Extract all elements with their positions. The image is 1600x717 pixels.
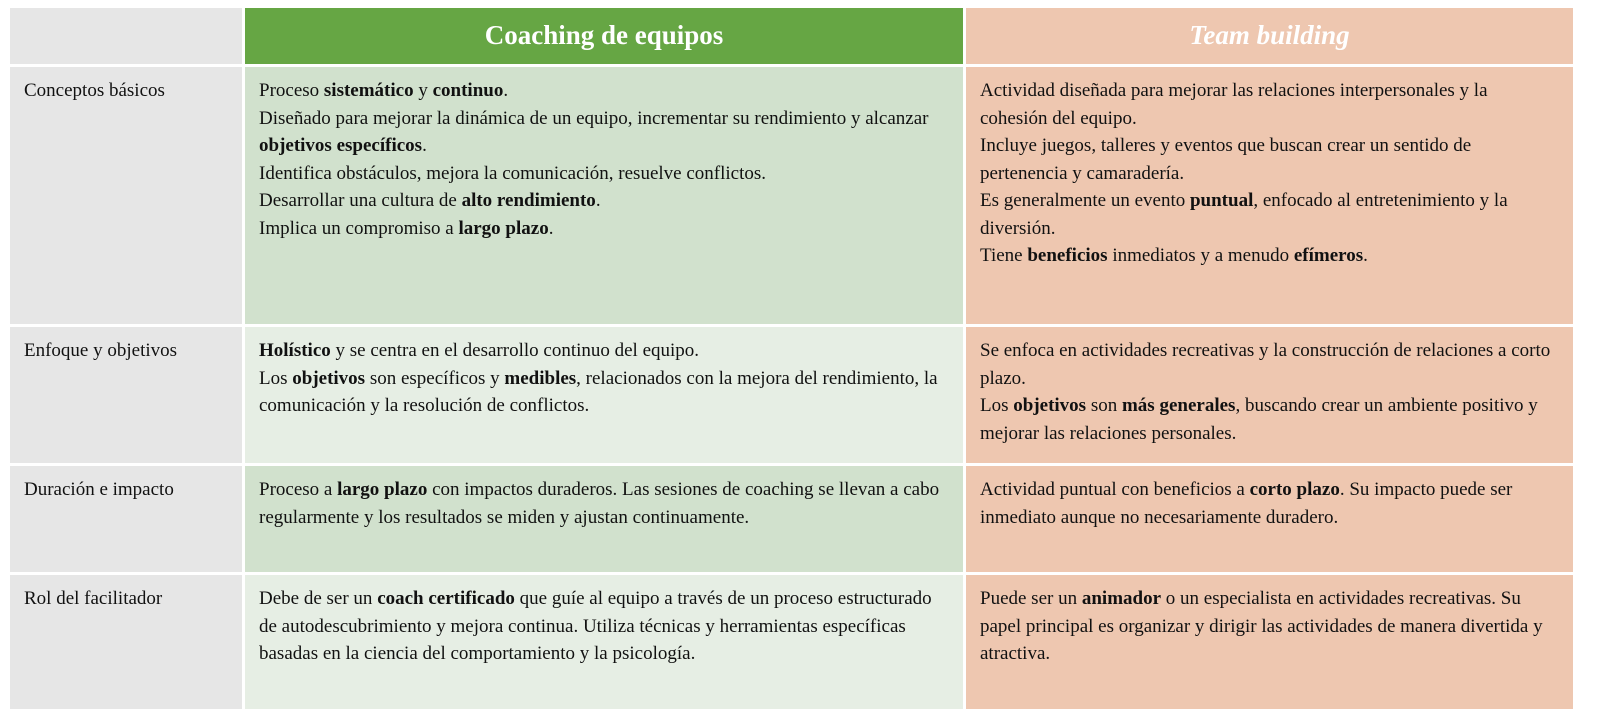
- cell-team-conceptos: [966, 67, 1573, 324]
- bold-text: coach certificado: [377, 588, 515, 609]
- coaching-line: [259, 187, 949, 215]
- text-run: Proceso a: [259, 479, 338, 500]
- cell-coaching-conceptos: [245, 67, 963, 324]
- text-run: Incluye juegos, talleres y eventos que buscan crear un sentido de pertenencia y camaradería.: [980, 135, 1472, 184]
- text-run: Identifica obstáculos, mejora la comunicación, resuelve conflictos.: [259, 162, 767, 184]
- bold-text: puntual: [1189, 190, 1254, 211]
- text-run: con impactos duraderos. Las sesiones de coaching se llevan a cabo regularmente y los resultados se miden y ajustan continuamente.: [259, 479, 940, 528]
- comparison-table: [10, 8, 1597, 709]
- bold-text: corto plazo: [1249, 479, 1340, 500]
- cell-team-rol: [966, 575, 1573, 709]
- bold-text: animador: [1081, 588, 1162, 609]
- text-run: . Su impacto puede ser inmediato aunque no necesariamente duradero.: [980, 479, 1513, 528]
- text-run: Se enfoca en actividades recreativas y la construcción de relaciones a corto plazo.: [980, 340, 1551, 389]
- coaching-line: [259, 365, 949, 420]
- coaching-line: [259, 476, 949, 531]
- text-run: Implica un compromiso a: [259, 217, 459, 239]
- bold-text: medibles: [504, 367, 577, 389]
- team-line: [980, 585, 1559, 668]
- text-run: Actividad diseñada para mejorar las relaciones interpersonales y la cohesión del equipo.: [980, 80, 1488, 129]
- text-run: son: [1086, 395, 1122, 416]
- text-run: Tiene: [980, 245, 1028, 266]
- text-run: , enfocado al entretenimiento y la diversión.: [980, 190, 1508, 239]
- team-line: [980, 392, 1559, 447]
- coaching-line: [259, 160, 949, 188]
- row-label-rol: Rol del facilitador: [10, 575, 242, 709]
- text-run: Proceso: [259, 80, 324, 101]
- team-line: [980, 187, 1559, 242]
- coaching-line: [259, 77, 949, 105]
- text-run: Actividad puntual con beneficios a: [980, 479, 1250, 500]
- bold-text: continuo: [432, 80, 504, 101]
- text-run: .: [503, 80, 509, 101]
- row-label-enfoque: Enfoque y objetivos: [10, 327, 242, 463]
- bold-text: más generales: [1121, 395, 1236, 416]
- bold-text: objetivos específicos: [259, 135, 423, 156]
- text-run: son específicos y: [365, 367, 505, 389]
- bold-text: efímeros: [1293, 245, 1364, 266]
- text-run: inmediatos y a menudo: [1107, 245, 1294, 266]
- coaching-line: [259, 337, 949, 365]
- text-run: Los: [980, 395, 1014, 416]
- bold-text: largo plazo: [458, 217, 549, 239]
- text-run: Desarrollar una cultura de: [259, 190, 462, 211]
- cell-coaching-rol: [245, 575, 963, 709]
- bold-text: Holístico: [259, 340, 331, 361]
- bold-text: objetivos: [1013, 395, 1087, 416]
- text-run: .: [595, 190, 601, 211]
- cell-coaching-enfoque: [245, 327, 963, 463]
- text-run: que guíe al equipo a través de un proceso estructurado de autodescubrimiento y mejora continua. Utiliza técnicas y herramientas específicas basadas en la ciencia del comportamiento y la psicología.: [259, 588, 932, 664]
- bold-text: alto rendimiento: [461, 190, 596, 211]
- bold-text: beneficios: [1027, 245, 1108, 266]
- text-run: Diseñado para mejorar la dinámica de un equipo, incrementar su rendimiento y alcanzar: [259, 107, 929, 129]
- cell-coaching-duracion: [245, 466, 963, 572]
- text-run: Puede ser un: [980, 588, 1082, 609]
- text-run: o un especialista en actividades recreativas. Su papel principal es organizar y dirigir las actividades de manera divertida y atractiva.: [980, 588, 1543, 664]
- coaching-line: [259, 585, 949, 668]
- text-run: .: [548, 217, 554, 239]
- team-line: [980, 337, 1559, 392]
- team-line: [980, 242, 1559, 270]
- cell-team-enfoque: [966, 327, 1573, 463]
- table-corner: [10, 8, 242, 64]
- text-run: , buscando crear un ambiente positivo y mejorar las relaciones personales.: [980, 395, 1538, 444]
- text-run: .: [422, 135, 427, 156]
- team-line: [980, 476, 1559, 531]
- coaching-line: [259, 105, 949, 160]
- row-label-conceptos: Conceptos básicos: [10, 67, 242, 324]
- header-team-building: Team building: [966, 8, 1573, 64]
- bold-text: sistemático: [323, 80, 414, 101]
- text-run: Debe de ser un: [259, 588, 378, 609]
- team-line: [980, 77, 1559, 132]
- coaching-line: [259, 215, 949, 243]
- text-run: y se centra en el desarrollo continuo del equipo.: [330, 340, 700, 361]
- text-run: , relacionados con la mejora del rendimiento, la comunicación y la resolución de conflictos.: [259, 367, 938, 416]
- text-run: Es generalmente un evento: [980, 190, 1190, 211]
- header-coaching: Coaching de equipos: [245, 8, 963, 64]
- text-run: Los: [259, 367, 293, 389]
- text-run: y: [413, 80, 433, 101]
- row-label-duracion: Duración e impacto: [10, 466, 242, 572]
- text-run: .: [1363, 245, 1368, 266]
- cell-team-duracion: [966, 466, 1573, 572]
- bold-text: largo plazo: [337, 479, 428, 500]
- team-line: [980, 132, 1559, 187]
- bold-text: objetivos: [292, 367, 366, 389]
